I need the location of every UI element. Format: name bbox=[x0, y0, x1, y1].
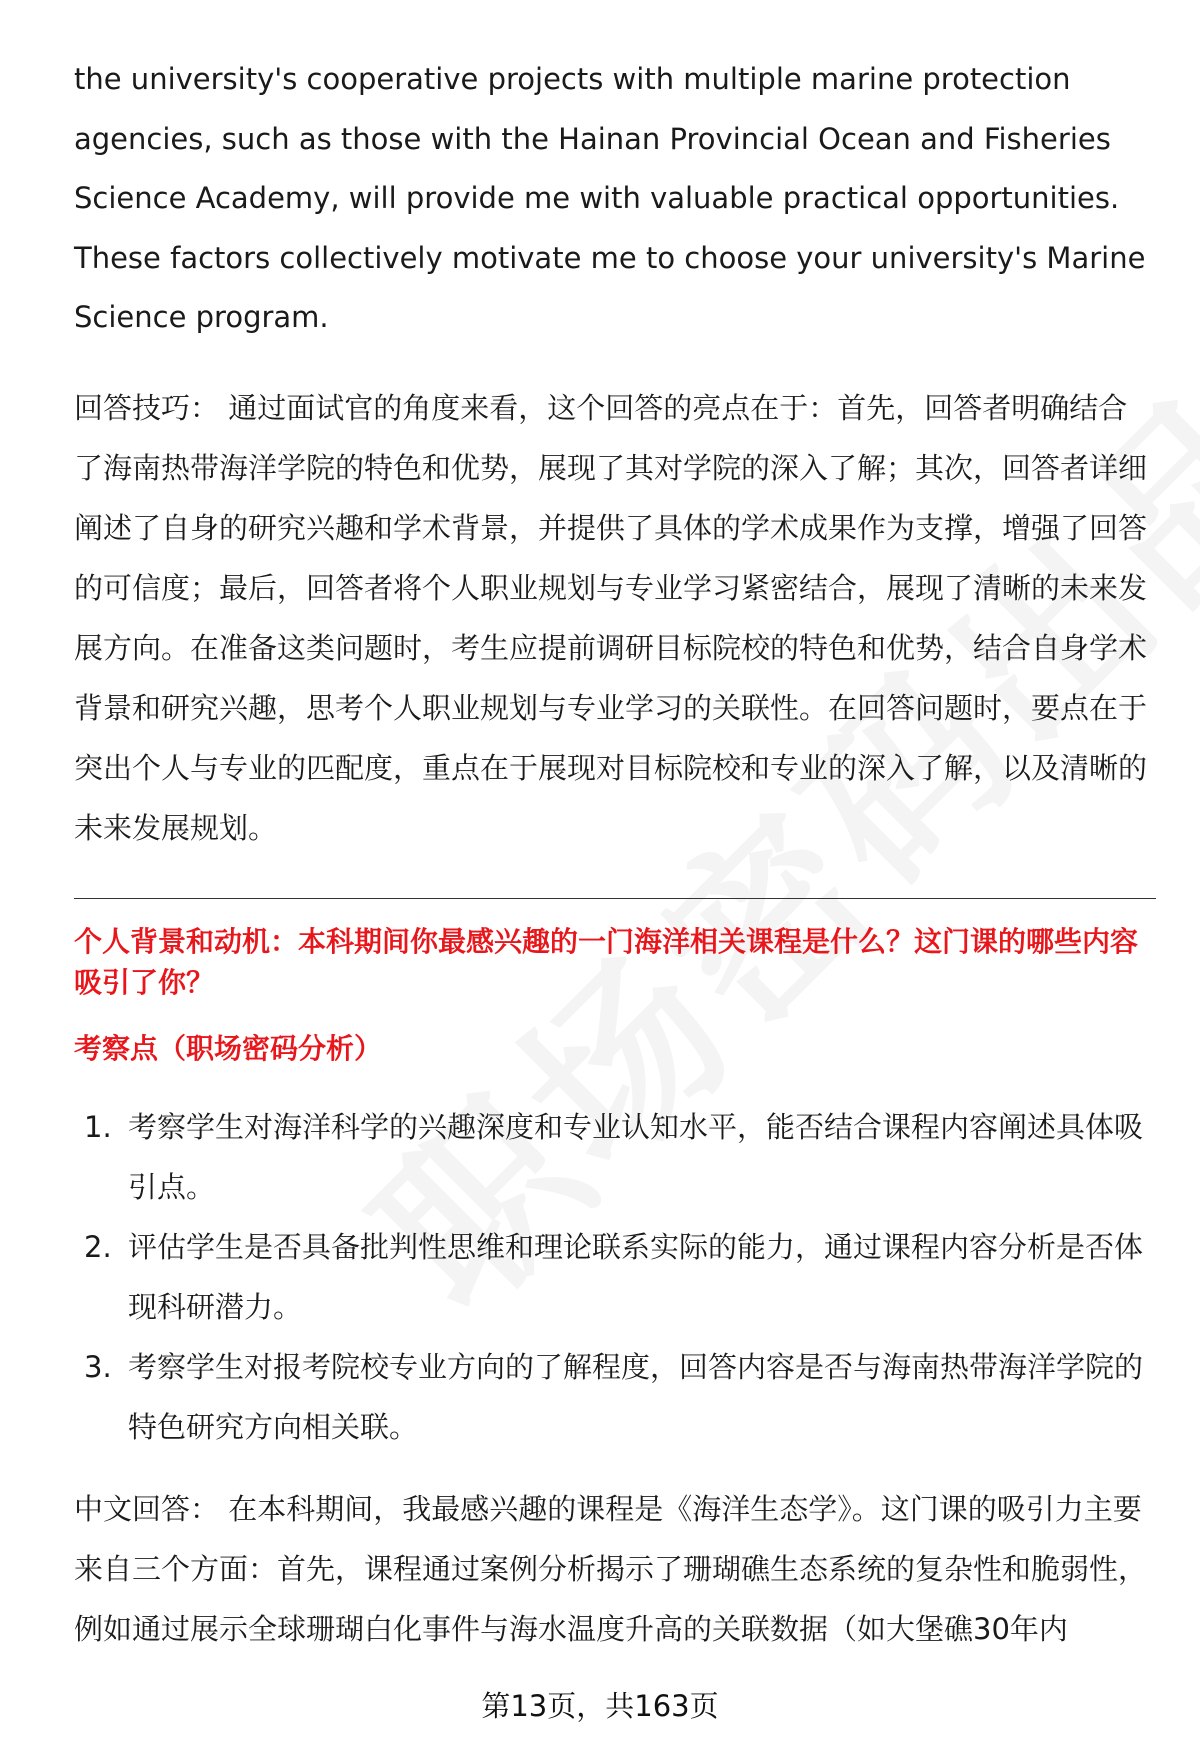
list-text: 考察学生对海洋科学的兴趣深度和专业认知水平，能否结合课程内容阐述具体吸引点。 bbox=[128, 1109, 1144, 1204]
list-item bbox=[74, 1097, 1154, 1217]
english-answer-tail: the university's cooperative projects with multiple marine protection agencies, such as those with the Hainan Provincial Ocean and Fisheries Science Academy, will provide me with valuable practical opportunities. These factors collectively motivate me to choose your university's Marine Science program. bbox=[74, 62, 1146, 334]
chinese-answer-paragraph: 中文回答： 在本科期间，我最感兴趣的课程是《海洋生态学》。这门课的吸引力主要来自三个方面：首先，课程通过案例分析揭示了珊瑚礁生态系统的复杂性和脆弱性，例如通过展示全球珊瑚白化事件与海水温度升高的关联数据（如大堡礁30年内 bbox=[74, 1491, 1148, 1646]
section-divider bbox=[74, 898, 1156, 899]
answer-tip-paragraph: 回答技巧： 通过面试官的角度来看，这个回答的亮点在于：首先，回答者明确结合了海南热带海洋学院的特色和优势，展现了其对学院的深入了解；其次，回答者详细阐述了自身的研究兴趣和学术背景，并提供了具体的学术成果作为支撑，增强了回答的可信度；最后，回答者将个人职业规划与专业学习紧密结合，展现了清晰的未来发展方向。在准备这类问题时，考生应提前调研目标院校的特色和优势，结合自身学术背景和研究兴趣，思考个人职业规划与专业学习的关联性。在回答问题时，要点在于突出个人与专业的匹配度，重点在于展现对目标院校和专业的深入了解，以及清晰的未来发展规划。 bbox=[74, 390, 1148, 845]
assessment-heading: 考察点（职场密码分析） bbox=[74, 1031, 383, 1065]
list-text: 考察学生对报考院校专业方向的了解程度，回答内容是否与海南热带海洋学院的特色研究方向相关联。 bbox=[128, 1349, 1144, 1444]
question-heading: 个人背景和动机：本科期间你最感兴趣的一门海洋相关课程是什么？这门课的哪些内容吸引了你？ bbox=[74, 924, 1139, 999]
list-number: 3. bbox=[84, 1349, 112, 1384]
page-number-footer: 第13页，共163页 bbox=[481, 1689, 719, 1723]
assessment-list bbox=[74, 1097, 1154, 1457]
list-item bbox=[74, 1217, 1154, 1337]
list-item bbox=[74, 1337, 1154, 1457]
page-content bbox=[74, 50, 1154, 1659]
list-number: 1. bbox=[84, 1109, 112, 1144]
list-text: 评估学生是否具备批判性思维和理论联系实际的能力，通过课程内容分析是否体现科研潜力。 bbox=[128, 1229, 1144, 1324]
list-number: 2. bbox=[84, 1229, 112, 1264]
